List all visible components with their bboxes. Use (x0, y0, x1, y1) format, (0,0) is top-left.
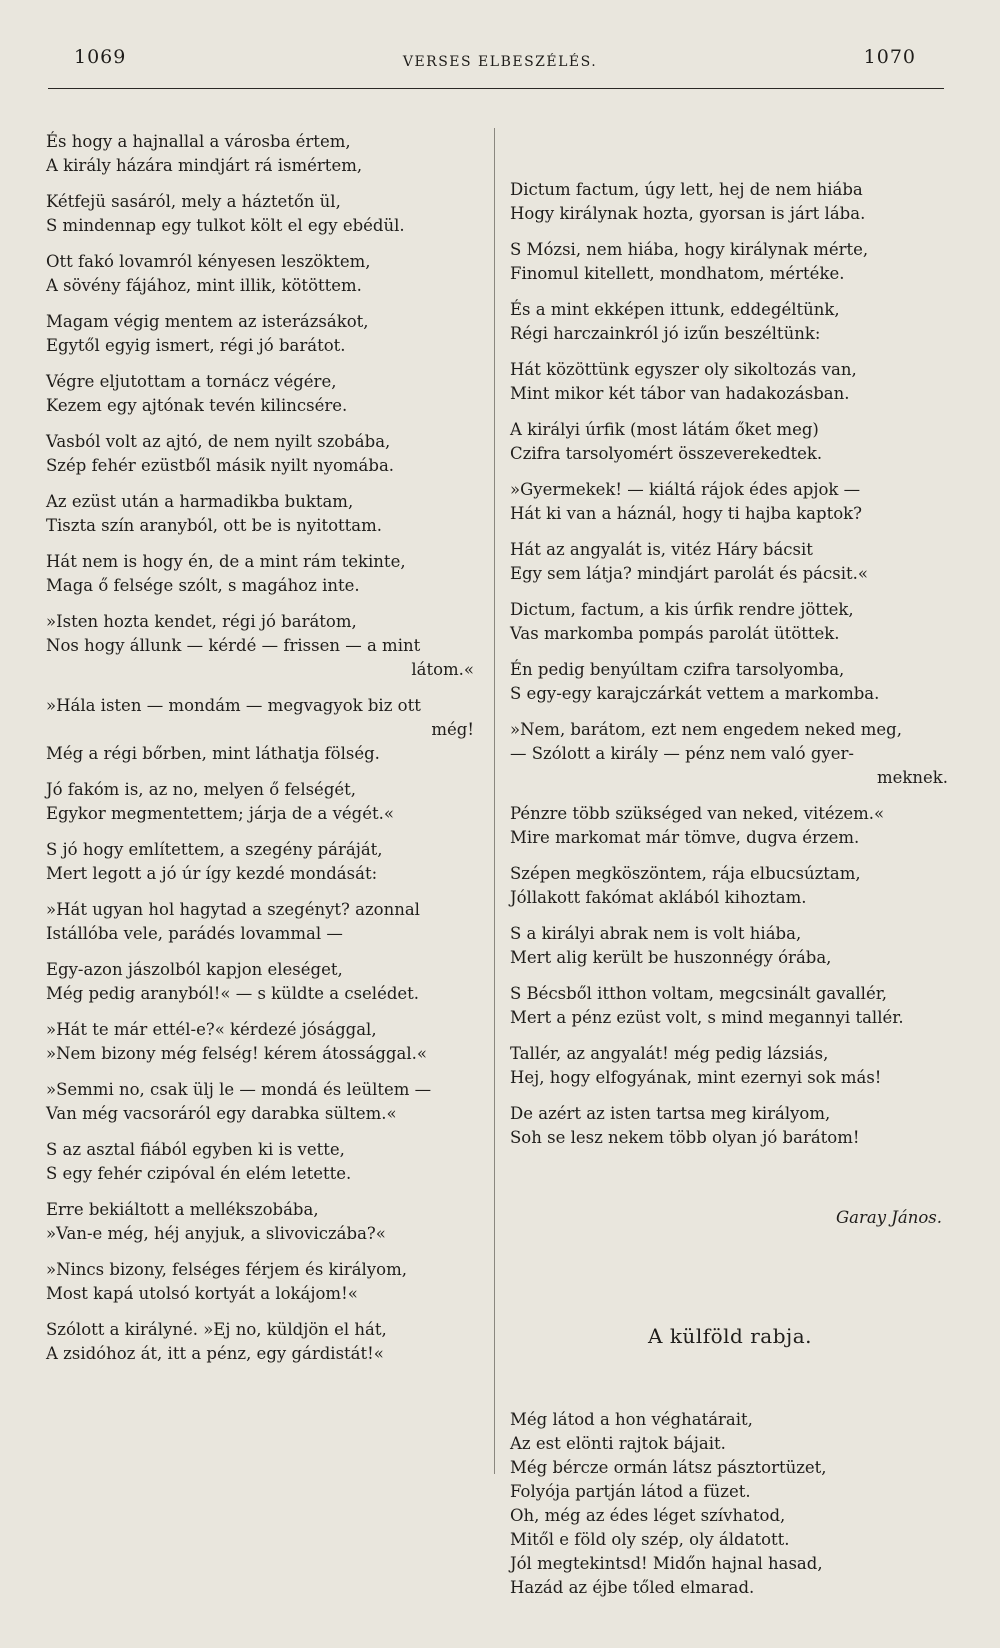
verse-line: Az ezüst után a harmadikba buktam, (46, 492, 354, 511)
stanza (46, 958, 476, 1006)
verse-line: Egykor megmentettem; járja de a végét.« (46, 804, 394, 823)
verse-line: Régi harczainkról jó izűn beszéltünk: (510, 324, 821, 343)
poem-lines (510, 1408, 950, 1600)
verse-line: S jó hogy említettem, a szegény páráját, (46, 840, 383, 859)
stanza (46, 1078, 476, 1126)
verse-line: »Semmi no, csak ülj le — mondá és leültem — (46, 1080, 432, 1099)
verse-line: A zsidóhoz át, itt a pénz, egy gárdistát!« (46, 1344, 384, 1363)
stanza (46, 250, 476, 298)
verse-line: Végre eljutottam a tornácz végére, (46, 372, 337, 391)
stanza (46, 1198, 476, 1246)
verse-line: Hazád az éjbe tőled elmarad. (510, 1578, 755, 1597)
stanza (46, 1018, 476, 1066)
verse-line: Jó fakóm is, az no, melyen ő felségét, (46, 780, 357, 799)
verse-line: »Nem bizony még felség! kérem átossággal.« (46, 1044, 427, 1063)
stanza (510, 982, 950, 1030)
verse-line: Van még vacsoráról egy darabka sültem.« (46, 1104, 397, 1123)
right-page-number: 1070 (863, 46, 916, 68)
verse-line: Hát közöttünk egyszer oly sikoltozás van, (510, 360, 857, 379)
stanza (46, 370, 476, 418)
verse-line: látom.« (411, 660, 474, 679)
verse-line: Czifra tarsolyomért összeverekedtek. (510, 444, 823, 463)
verse-line: Egytől egyig ismert, régi jó barátot. (46, 336, 346, 355)
verse-line: Dictum, factum, a kis úrfik rendre jöttek, (510, 600, 854, 619)
left-column (46, 130, 476, 1378)
verse-line: még! (431, 720, 474, 739)
verse-line: Az est elönti rajtok bájait. (510, 1434, 726, 1453)
verse-line: Kétfejü sasáról, mely a háztetőn ül, (46, 192, 341, 211)
verse-line: Istállóba vele, parádés lovammal — (46, 924, 343, 943)
verse-line: A királyi úrfik (most látám őket meg) (510, 420, 819, 439)
stanza (510, 802, 950, 850)
verse-line: Oh, még az édes léget szívhatod, (510, 1506, 786, 1525)
verse-line: Még a régi bőrben, mint láthatja fölség. (46, 744, 380, 763)
verse-line: Hogy királynak hozta, gyorsan is járt lába. (510, 204, 866, 223)
verse-line: »Hát te már ettél-e?« kérdezé jósággal, (46, 1020, 377, 1039)
stanza (46, 310, 476, 358)
verse-line: Folyója partján látod a füzet. (510, 1482, 751, 1501)
verse-line: »Hála isten — mondám — megvagyok biz ott (46, 696, 421, 715)
stanza (510, 598, 950, 646)
stanza (510, 1102, 950, 1150)
verse-line: S az asztal fiából egyben ki is vette, (46, 1140, 345, 1159)
verse-line: »Van-e még, héj anyjuk, a slivoviczába?« (46, 1224, 386, 1243)
right-column (510, 130, 950, 1648)
stanza (46, 130, 476, 178)
verse-line: Szólott a királyné. »Ej no, küldjön el hát, (46, 1320, 387, 1339)
verse-line: Hát az angyalát is, vitéz Háry bácsit (510, 540, 813, 559)
verse-line: Tallér, az angyalát! még pedig lázsiás, (510, 1044, 829, 1063)
verse-line: Tiszta szín aranyból, ott be is nyitottam. (46, 516, 383, 535)
verse-line: Hej, hogy elfogyának, mint ezernyi sok más! (510, 1068, 882, 1087)
verse-line: Hát ki van a háznál, hogy ti hajba kaptok? (510, 504, 862, 523)
verse-line: Erre bekiáltott a mellékszobába, (46, 1200, 319, 1219)
left-page-number: 1069 (74, 46, 127, 68)
verse-line: De azért az isten tartsa meg királyom, (510, 1104, 831, 1123)
stanza (46, 550, 476, 598)
stanza (46, 190, 476, 238)
verse-line: A király házára mindjárt rá ismértem, (46, 156, 363, 175)
stanza (46, 1258, 476, 1306)
verse-line: S a királyi abrak nem is volt hiába, (510, 924, 802, 943)
verse-line: Szépen megköszöntem, rája elbucsúztam, (510, 864, 861, 883)
header-rule (48, 88, 944, 89)
verse-line: »Hát ugyan hol hagytad a szegényt? azonnal (46, 900, 420, 919)
stanza (46, 778, 476, 826)
stanza (510, 538, 950, 586)
stanza (510, 178, 950, 226)
verse-line: Mert legott a jó úr így kezdé mondását: (46, 864, 378, 883)
verse-line: »Nincs bizony, felséges férjem és királyom, (46, 1260, 407, 1279)
verse-line: Dictum factum, úgy lett, hej de nem hiába (510, 180, 863, 199)
verse-line: Mert alig került be huszonnégy órába, (510, 948, 832, 967)
verse-line: Jól megtekintsd! Midőn hajnal hasad, (510, 1554, 823, 1573)
stanza (46, 1318, 476, 1366)
verse-line: Egy sem látja? mindjárt parolát és pácsit.« (510, 564, 868, 583)
stanza (510, 238, 950, 286)
verse-line: meknek. (876, 768, 948, 787)
stanza (46, 694, 476, 766)
verse-line: Ott fakó lovamról kényesen leszöktem, (46, 252, 371, 271)
verse-line: Jóllakott fakómat aklából kihoztam. (510, 888, 807, 907)
verse-line: Pénzre több szükséged van neked, vitézem.« (510, 804, 885, 823)
running-head: VERSES ELBESZÉLÉS. (402, 54, 598, 70)
stanza (46, 898, 476, 946)
verse-line: Még bércze ormán látsz pásztortüzet, (510, 1458, 827, 1477)
stanza (46, 838, 476, 886)
verse-line: És a mint ekképen ittunk, eddegéltünk, (510, 300, 840, 319)
verse-line: »Nem, barátom, ezt nem engedem neked meg, (510, 720, 902, 739)
author-signature: Garay János. (835, 1208, 942, 1227)
verse-line: Soh se lesz nekem több olyan jó barátom! (510, 1128, 860, 1147)
verse-line: Hát nem is hogy én, de a mint rám tekinte, (46, 552, 406, 571)
verse-line: Még pedig aranyból!« — s küldte a cselédet. (46, 984, 420, 1003)
stanza (46, 430, 476, 478)
stanza (46, 1138, 476, 1186)
verse-line: Kezem egy ajtónak tevén kilincsére. (46, 396, 348, 415)
verse-line: Mint mikor két tábor van hadakozásban. (510, 384, 850, 403)
verse-line: Vas markomba pompás parolát ütöttek. (510, 624, 840, 643)
right-stanzas (510, 178, 950, 1150)
verse-line: Mert a pénz ezüst volt, s mind megannyi tallér. (510, 1008, 904, 1027)
stanza (510, 718, 950, 790)
verse-line: Magam végig mentem az isterázsákot, (46, 312, 369, 331)
verse-line: Nos hogy állunk — kérdé — frissen — a mint (46, 636, 421, 655)
stanza (510, 1042, 950, 1090)
verse-line: »Gyermekek! — kiáltá rájok édes apjok — (510, 480, 861, 499)
verse-line: »Isten hozta kendet, régi jó barátom, (46, 612, 357, 631)
verse-line: — Szólott a király — pénz nem való gyer- (510, 744, 854, 763)
verse-line: Vasból volt az ajtó, de nem nyilt szobába, (46, 432, 391, 451)
verse-line: S egy fehér czipóval én elém letette. (46, 1164, 352, 1183)
verse-line: S Mózsi, nem hiába, hogy királynak mérte, (510, 240, 869, 259)
stanza (510, 418, 950, 466)
stanza (46, 490, 476, 538)
stanza (510, 298, 950, 346)
stanza (510, 358, 950, 406)
stanza (510, 922, 950, 970)
verse-line: S egy-egy karajczárkát vettem a markomba. (510, 684, 880, 703)
stanza (510, 478, 950, 526)
verse-line: Szép fehér ezüstből másik nyilt nyomába. (46, 456, 395, 475)
verse-line: S Bécsből itthon voltam, megcsinált gavallér, (510, 984, 888, 1003)
verse-line: Finomul kitellett, mondhatom, mértéke. (510, 264, 845, 283)
verse-line: Mire markomat már tömve, dugva érzem. (510, 828, 860, 847)
verse-line: Mitől e föld oly szép, oly áldatott. (510, 1530, 790, 1549)
stanza (510, 658, 950, 706)
verse-line: Egy-azon jászolból kapjon eleséget, (46, 960, 343, 979)
verse-line: Most kapá utolsó kortyát a lokájom!« (46, 1284, 358, 1303)
verse-line: Maga ő felsége szólt, s magához inte. (46, 576, 360, 595)
verse-line: Én pedig benyúltam czifra tarsolyomba, (510, 660, 845, 679)
verse-line: A sövény fájához, mint illik, kötöttem. (46, 276, 362, 295)
column-divider (494, 128, 495, 1474)
stanza (510, 862, 950, 910)
poem-title: A külföld rabja. (648, 1324, 812, 1348)
verse-line: S mindennap egy tulkot költ el egy ebédül. (46, 216, 405, 235)
stanza (46, 610, 476, 682)
verse-line: És hogy a hajnallal a városba értem, (46, 132, 351, 151)
verse-line: Még látod a hon véghatárait, (510, 1410, 753, 1429)
